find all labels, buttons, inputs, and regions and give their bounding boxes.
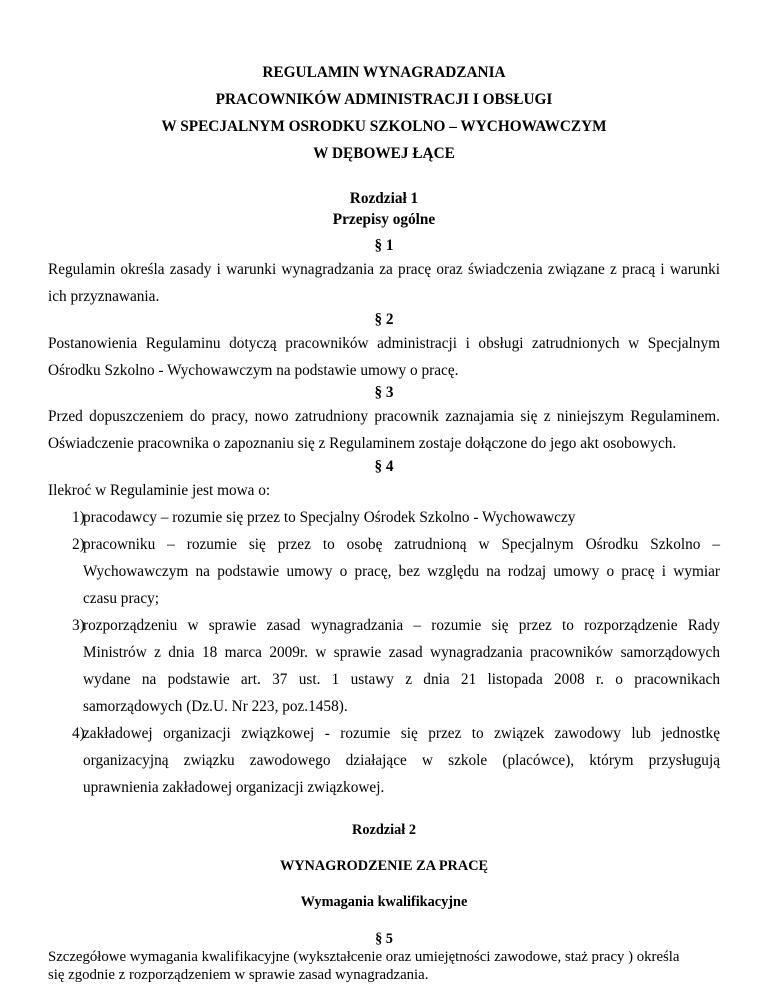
- section-3-line-1: Przed dopuszczeniem do pracy, nowo zatrudniony pracownik zaznajamia się z niniejszym Regulaminem.: [48, 408, 720, 425]
- section-5-mark: § 5: [375, 931, 393, 947]
- chapter-2-subheading: WYNAGRODZENIE ZA PRACĘ: [279, 858, 489, 874]
- list-item-line: Wychowawczym na podstawie umowy o pracę, bez względu na rodzaj umowy o pracę i wymiar: [83, 563, 720, 580]
- section-1-mark: § 1: [374, 237, 394, 254]
- list-item-line: pracowniku – rozumie się przez to osobę zatrudnioną w Specjalnym Ośrodku Szkolno –: [83, 536, 720, 553]
- section-3-text: [48, 403, 720, 457]
- list-item: [48, 720, 720, 801]
- list-item-line: czasu pracy;: [83, 590, 160, 607]
- chapter-2-heading: Rozdział 2: [352, 822, 416, 838]
- title-line-4: W DĘBOWEJ ŁĄCE: [313, 145, 455, 162]
- list-item: [48, 612, 720, 720]
- section-5-line-1: Szczegółowe wymagania kwalifikacyjne (wykształcenie oraz umiejętności zawodowe, staż pracy ) określa: [48, 949, 680, 965]
- title-line-2: PRACOWNIKÓW ADMINISTRACJI I OBSŁUGI: [215, 91, 553, 108]
- section-5-text: [48, 948, 720, 984]
- list-item-number: 1): [72, 509, 85, 526]
- section-1-text: [48, 256, 720, 310]
- list-item-line: rozporządzeniu w sprawie zasad wynagradzania – rozumie się przez to rozporządzenie Rady: [83, 617, 720, 634]
- list-item-line: pracodawcy – rozumie się przez to Specjalny Ośrodek Szkolno - Wychowawczy: [83, 509, 576, 526]
- section-4-mark: § 4: [374, 458, 394, 475]
- section-1-line-2: ich przyznawania.: [48, 288, 160, 305]
- chapter-1-heading: Rozdział 1: [349, 190, 419, 207]
- list-item-line: uprawnienia zakładowej organizacji związkowej.: [83, 779, 385, 796]
- section-2-line-2: Ośrodku Szkolno - Wychowawczym na podstawie umowy o pracę.: [48, 362, 459, 379]
- title-line-3: W SPECJALNYM OSRODKU SZKOLNO – WYCHOWAWCZYM: [161, 118, 607, 135]
- section-4-intro: Ilekroć w Regulaminie jest mowa o:: [48, 482, 271, 499]
- section-3-mark: § 3: [374, 384, 394, 401]
- list-item-number: 2): [72, 536, 85, 553]
- list-item: [48, 504, 720, 531]
- section-1-line-1: Regulamin określa zasady i warunki wynagradzania za pracę oraz świadczenia związane z pracą i warunki: [48, 261, 720, 278]
- list-item-number: 3): [72, 617, 85, 634]
- chapter-2-subsubheading: Wymagania kwalifikacyjne: [300, 894, 468, 910]
- section-2-text: [48, 330, 720, 384]
- section-5-line-2: się zgodnie z rozporządzeniem w sprawie zasad wynagradzania.: [48, 967, 429, 983]
- list-item-line: zakładowej organizacji związkowej - rozumie się przez to związek zawodowy lub jednostkę: [83, 725, 720, 742]
- list-item-line: organizacyjną związku zawodowego działające w szkole (placówce), którym przysługują: [83, 752, 720, 769]
- list-item-number: 4): [72, 725, 85, 742]
- chapter-1-subheading: Przepisy ogólne: [332, 211, 436, 228]
- list-item: [48, 531, 720, 612]
- list-item-line: wydane na podstawie art. 37 ust. 1 ustawy z dnia 21 listopada 2008 r. o pracownikach: [83, 671, 720, 688]
- section-2-mark: § 2: [374, 311, 394, 328]
- list-item-line: samorządowych (Dz.U. Nr 223, poz.1458).: [83, 698, 348, 715]
- section-3-line-2: Oświadczenie pracownika o zapoznaniu się z Regulaminem zostaje dołączone do jego akt osobowych.: [48, 435, 677, 452]
- list-item-line: Ministrów z dnia 18 marca 2009r. w sprawie zasad wynagradzania pracowników samorządowych: [83, 644, 720, 661]
- section-2-line-1: Postanowienia Regulaminu dotyczą pracowników administracji i obsługi zatrudnionych w Specjalnym: [48, 335, 720, 352]
- title-line-1: REGULAMIN WYNAGRADZANIA: [262, 64, 506, 81]
